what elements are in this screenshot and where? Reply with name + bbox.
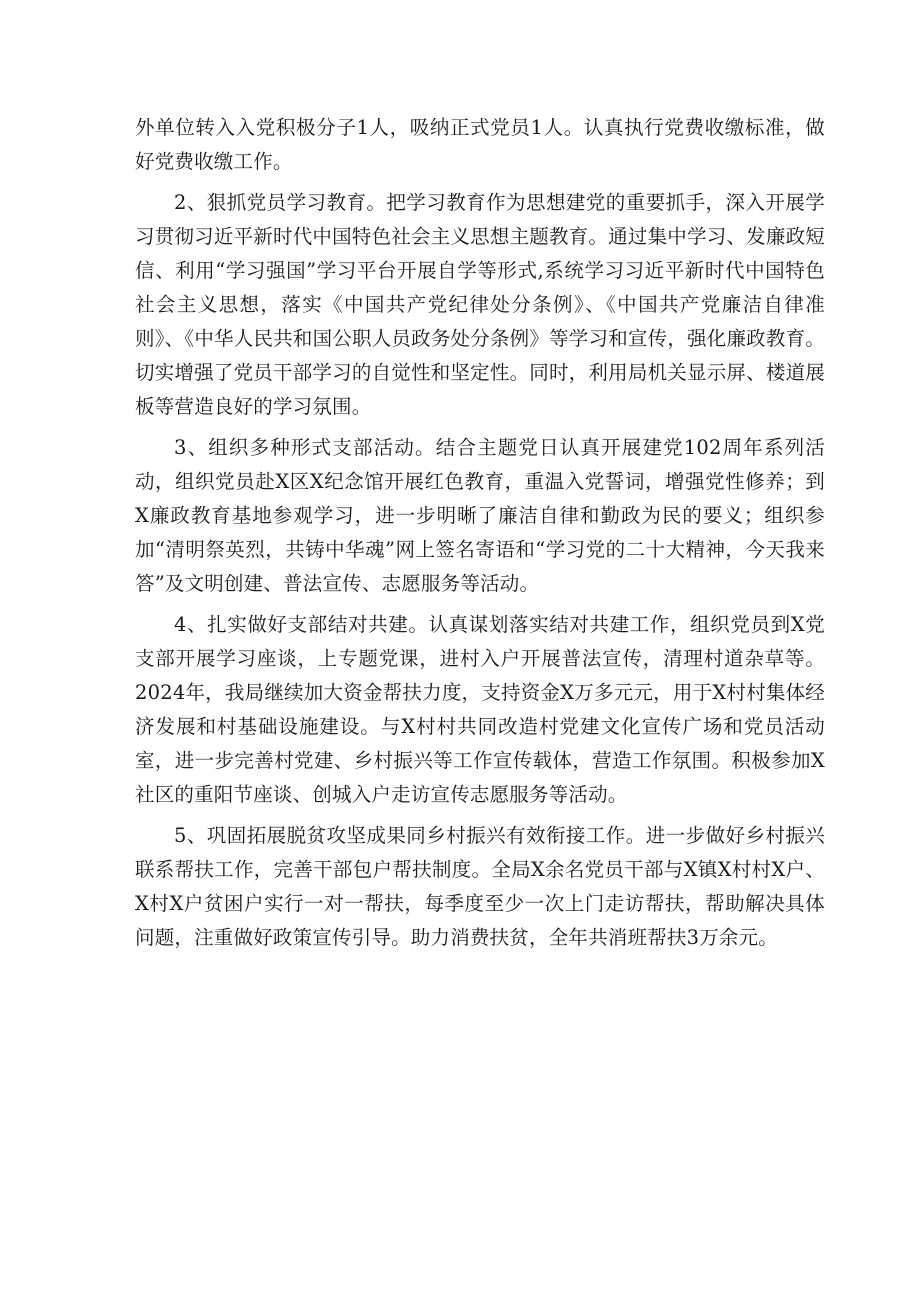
paragraph-pairing-construction: 4、扎实做好支部结对共建。认真谋划落实结对共建工作，组织党员到X党支部开展学习座谈，上专题党课，进村入户开展普法宣传，清理村道杂草等。2024年，我局继续加大资金帮扶力度，支持资金X万多元元，用于X村村集体经济发展和村基础设施建设。与X村村共同改造村党建文化宣传广场和党员活动室，进一步完善村党建、乡村振兴等工作宣传载体，营造工作氛围。积极参加X社区的重阳节座谈、创城入户走访宣传志愿服务等活动。 <box>135 613 825 806</box>
paragraph-study-education: 2、狠抓党员学习教育。把学习教育作为思想建党的重要抓手，深入开展学习贯彻习近平新时代中国特色社会主义思想主题教育。通过集中学习、发廉政短信、利用“学习强国”学习平台开展自学等形式,系统学习习近平新时代中国特色社会主义思想，落实《中国共产党纪律处分条例》、《中国共产党廉洁自律准则》、《中华人民共和国公职人员政务处分条例》等学习和宣传，强化廉政教育。切实增强了党员干部学习的自觉性和坚定性。同时，利用局机关显示屏、楼道展板等营造良好的学习氛围。 <box>135 191 825 418</box>
paragraph-branch-activities: 3、组织多种形式支部活动。结合主题党日认真开展建党102周年系列活动，组织党员赴X区X纪念馆开展红色教育，重温入党誓词，增强党性修养；到X廉政教育基地参观学习，进一步明晰了廉洁自律和勤政为民的要义；组织参加“清明祭英烈，共铸中华魂”网上签名寄语和“学习党的二十大精神，今天我来答”及文明创建、普法宣传、志愿服务等活动。 <box>135 436 825 595</box>
paragraph-rural-revitalization: 5、巩固拓展脱贫攻坚成果同乡村振兴有效衔接工作。进一步做好乡村振兴联系帮扶工作，完善干部包户帮扶制度。全局X余名党员干部与X镇X村村X户、X村X户贫困户实行一对一帮扶，每季度至少一次上门走访帮扶，帮助解决具体问题，注重做好政策宣传引导。助力消费扶贫，全年共消班帮扶3万余元。 <box>135 824 825 949</box>
paragraph-continuation: 外单位转入入党积极分子1人，吸纳正式党员1人。认真执行党费收缴标准，做好党费收缴工作。 <box>135 116 825 173</box>
document-body <box>135 111 825 962</box>
